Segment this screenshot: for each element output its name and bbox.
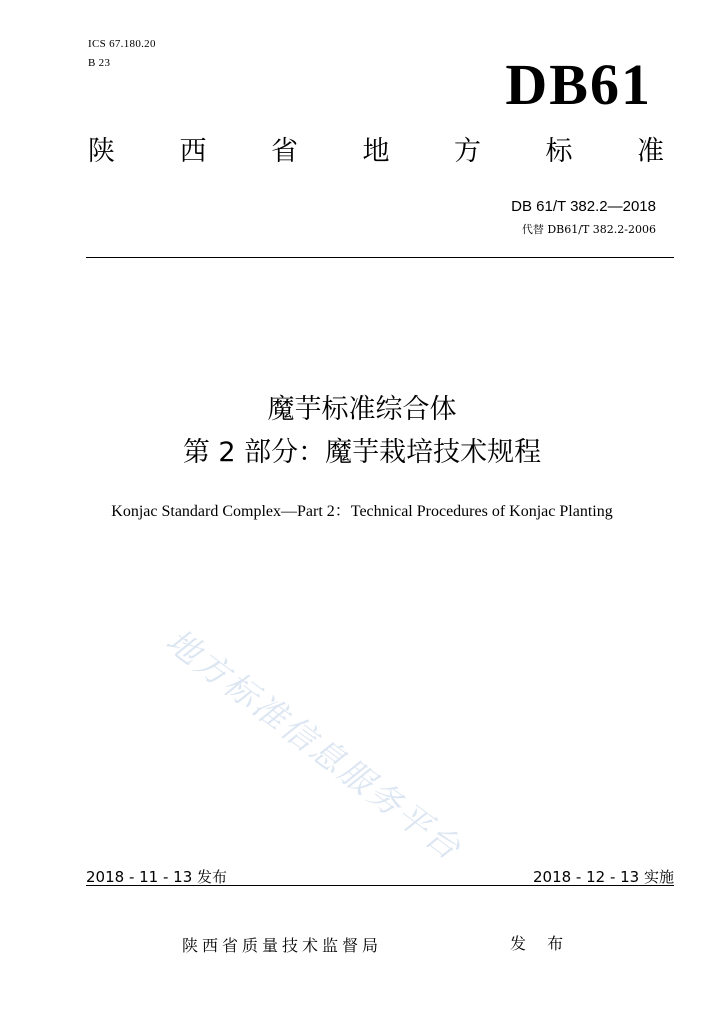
publisher: 陕西省质量技术监督局 xyxy=(182,936,383,955)
ccs-code: B 23 xyxy=(88,57,111,69)
standard-type-char: 西 xyxy=(179,136,207,167)
ics-code: ICS 67.180.20 xyxy=(88,38,156,50)
db-logo: DB61 xyxy=(505,52,652,117)
standard-type-char: 标 xyxy=(545,136,573,167)
publish-label: 发 布 xyxy=(510,934,572,953)
title-english: Konjac Standard Complex—Part 2：Technical Procedures of Konjac Planting xyxy=(111,503,613,520)
issue-date: 2018 - 11 - 13 发布 xyxy=(86,868,228,886)
standard-type-char: 方 xyxy=(454,136,481,167)
title-main: 魔芋标准综合体 xyxy=(267,394,457,425)
implement-date: 2018 - 12 - 13 实施 xyxy=(532,868,674,886)
standard-type-char: 地 xyxy=(362,136,390,167)
title-part: 第 2 部分：魔芋栽培技术规程 xyxy=(182,437,542,468)
replaces-standard: 代替 DB61/T 382.2-2006 xyxy=(521,223,656,236)
standard-type-char: 准 xyxy=(637,136,664,167)
standard-type xyxy=(88,138,664,165)
standard-type-char: 省 xyxy=(271,136,298,167)
bottom-divider xyxy=(86,885,674,886)
standard-type-char: 陕 xyxy=(88,136,115,167)
watermark: 地方标准信息服务平台 xyxy=(158,620,470,869)
standard-number: DB 61/T 382.2—2018 xyxy=(511,198,656,215)
top-divider xyxy=(86,257,674,258)
